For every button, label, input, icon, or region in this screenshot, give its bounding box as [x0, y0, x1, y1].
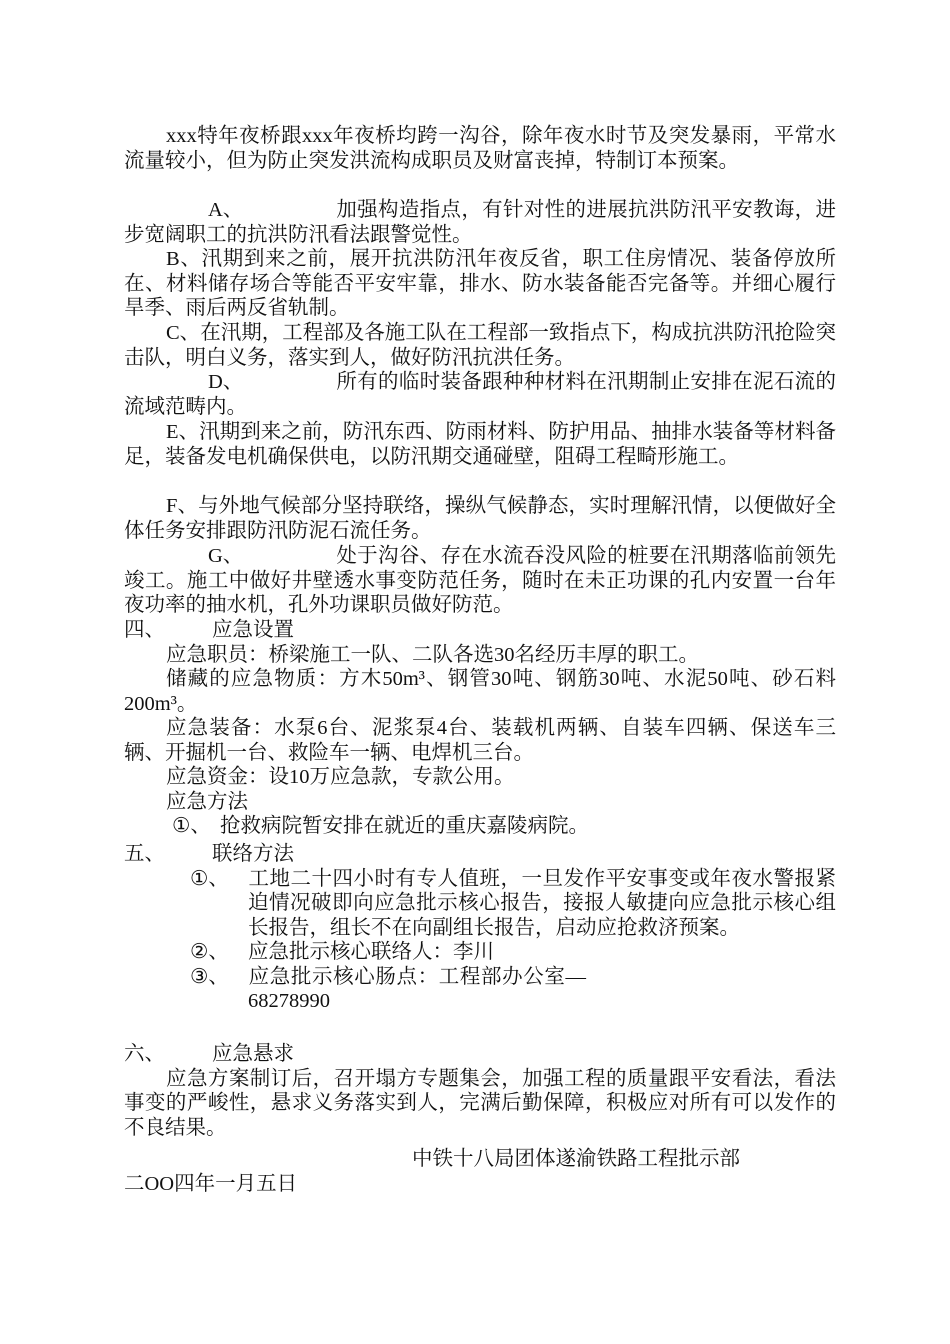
section-5-title: 联络方法	[212, 843, 294, 865]
section-5-number: 五、	[124, 843, 165, 865]
item-b	[124, 247, 836, 321]
item-e-text: E、汛期到来之前，防汛东西、防雨材料、防护用品、抽排水装备等材料备足，装备发电机确保供电，以防汛期交通碰壁，阻碍工程畸形施工。	[124, 421, 836, 468]
emergency-method-item	[124, 814, 836, 839]
contact-item-mark: ③、	[190, 965, 229, 988]
contact-item-mark: ①、	[190, 867, 229, 890]
item-d	[124, 370, 836, 419]
contact-item	[124, 965, 836, 1014]
date: 二OO四年一月五日	[124, 1173, 298, 1195]
item-g	[124, 544, 836, 618]
emergency-method-title: 应急方法	[166, 790, 248, 813]
contact-item	[124, 940, 836, 965]
section-4-number: 四、	[124, 619, 165, 641]
item-g-text: 处于沟谷、存在水流吞没风险的桩要在汛期落临前领先竣工。施工中做好井壁透水事变防范任务，随时在未正功课的孔内安置一台年夜功率的抽水机，孔外功课职员做好防范。	[124, 545, 836, 616]
contact-item	[124, 867, 836, 941]
item-d-text: 所有的临时装备跟种种材料在汛期制止安排在泥石流的流域范畴内。	[124, 371, 836, 418]
contact-item-mark: ②、	[190, 941, 229, 963]
section-4-title: 应急设置	[212, 619, 294, 641]
emergency-funds: 应急资金：设10万应急款，专款公用。	[166, 766, 515, 788]
section-6-number: 六、	[124, 1043, 165, 1065]
item-f-text: F、与外地气候部分坚持联络，操纵气候静态，实时理解汛情，以便做好全体任务安排跟防汛防泥石流任务。	[124, 495, 836, 542]
item-b-text: B、汛期到来之前，展开抗洪防汛年夜反省，职工住房情况、装备停放所在、材料储存场合等能否平安牢靠，排水、防水装备能否完备等。并细心履行旱季、雨后两反省轨制。	[124, 248, 836, 319]
section-5-heading	[124, 842, 836, 867]
emergency-method-mark: ①、	[172, 815, 211, 837]
section-6-text: 应急方案制订后，召开塌方专题集会，加强工程的质量跟平安看法，看法事变的严峻性，悬求义务落实到人，完满后勤保障，积极应对所有可以发作的不良结果。	[124, 1067, 836, 1139]
item-a-mark: A、	[208, 199, 244, 221]
item-a	[124, 198, 836, 247]
emergency-method-text: 抢救病院暂安排在就近的重庆嘉陵病院。	[220, 815, 589, 837]
contact-item-text: 应急批示核心肠点：工程部办公室—68278990	[248, 965, 586, 1012]
item-d-mark: D、	[208, 371, 244, 393]
emergency-materials: 储藏的应急物质：方木50m³、钢管30吨、钢筋30吨、水泥50吨、砂石料200m³。	[124, 668, 836, 715]
emergency-equipment: 应急装备：水泵6台、泥浆泵4台、装载机两辆、自装车四辆、保送车三辆、开掘机一台、救险车一辆、电焊机三台。	[124, 717, 836, 764]
section-6-heading	[124, 1042, 836, 1067]
item-g-mark: G、	[208, 545, 244, 567]
section-4-heading	[124, 618, 836, 643]
signature: 中铁十八局团体遂渝铁路工程批示部	[412, 1148, 740, 1170]
item-c-text: C、在汛期，工程部及各施工队在工程部一致指点下，构成抗洪防汛抢险突击队，明白义务，落实到人，做好防汛抗洪任务。	[124, 322, 836, 369]
item-c	[124, 321, 836, 370]
emergency-staff: 应急职员：桥梁施工一队、二队各选30名经历丰厚的职工。	[166, 643, 699, 666]
item-e	[124, 420, 836, 469]
item-a-text: 加强构造指点，有针对性的进展抗洪防汛平安教诲，进步宽阔职工的抗洪防汛看法跟警觉性。	[124, 199, 836, 246]
intro-paragraph: xxx特年夜桥跟xxx年夜桥均跨一沟谷，除年夜水时节及突发暴雨，平常水流量较小，但为防止突发洪流构成职员及财富丧掉，特制订本预案。	[124, 125, 836, 172]
section-4	[124, 618, 836, 839]
contact-item-text: 应急批示核心联络人：李川	[248, 941, 494, 963]
intro-block	[124, 124, 836, 173]
item-f	[124, 494, 836, 543]
section-6-title: 应急悬求	[212, 1043, 294, 1065]
contact-item-text: 工地二十四小时有专人值班，一旦发作平安事变或年夜水警报紧迫情况破即向应急批示核心报告，接报人敏捷向应急批示核心组长报告，组长不在向副组长报告，启动应抢救济预案。	[248, 867, 836, 939]
section-6	[124, 1042, 836, 1140]
section-5	[124, 842, 836, 1014]
